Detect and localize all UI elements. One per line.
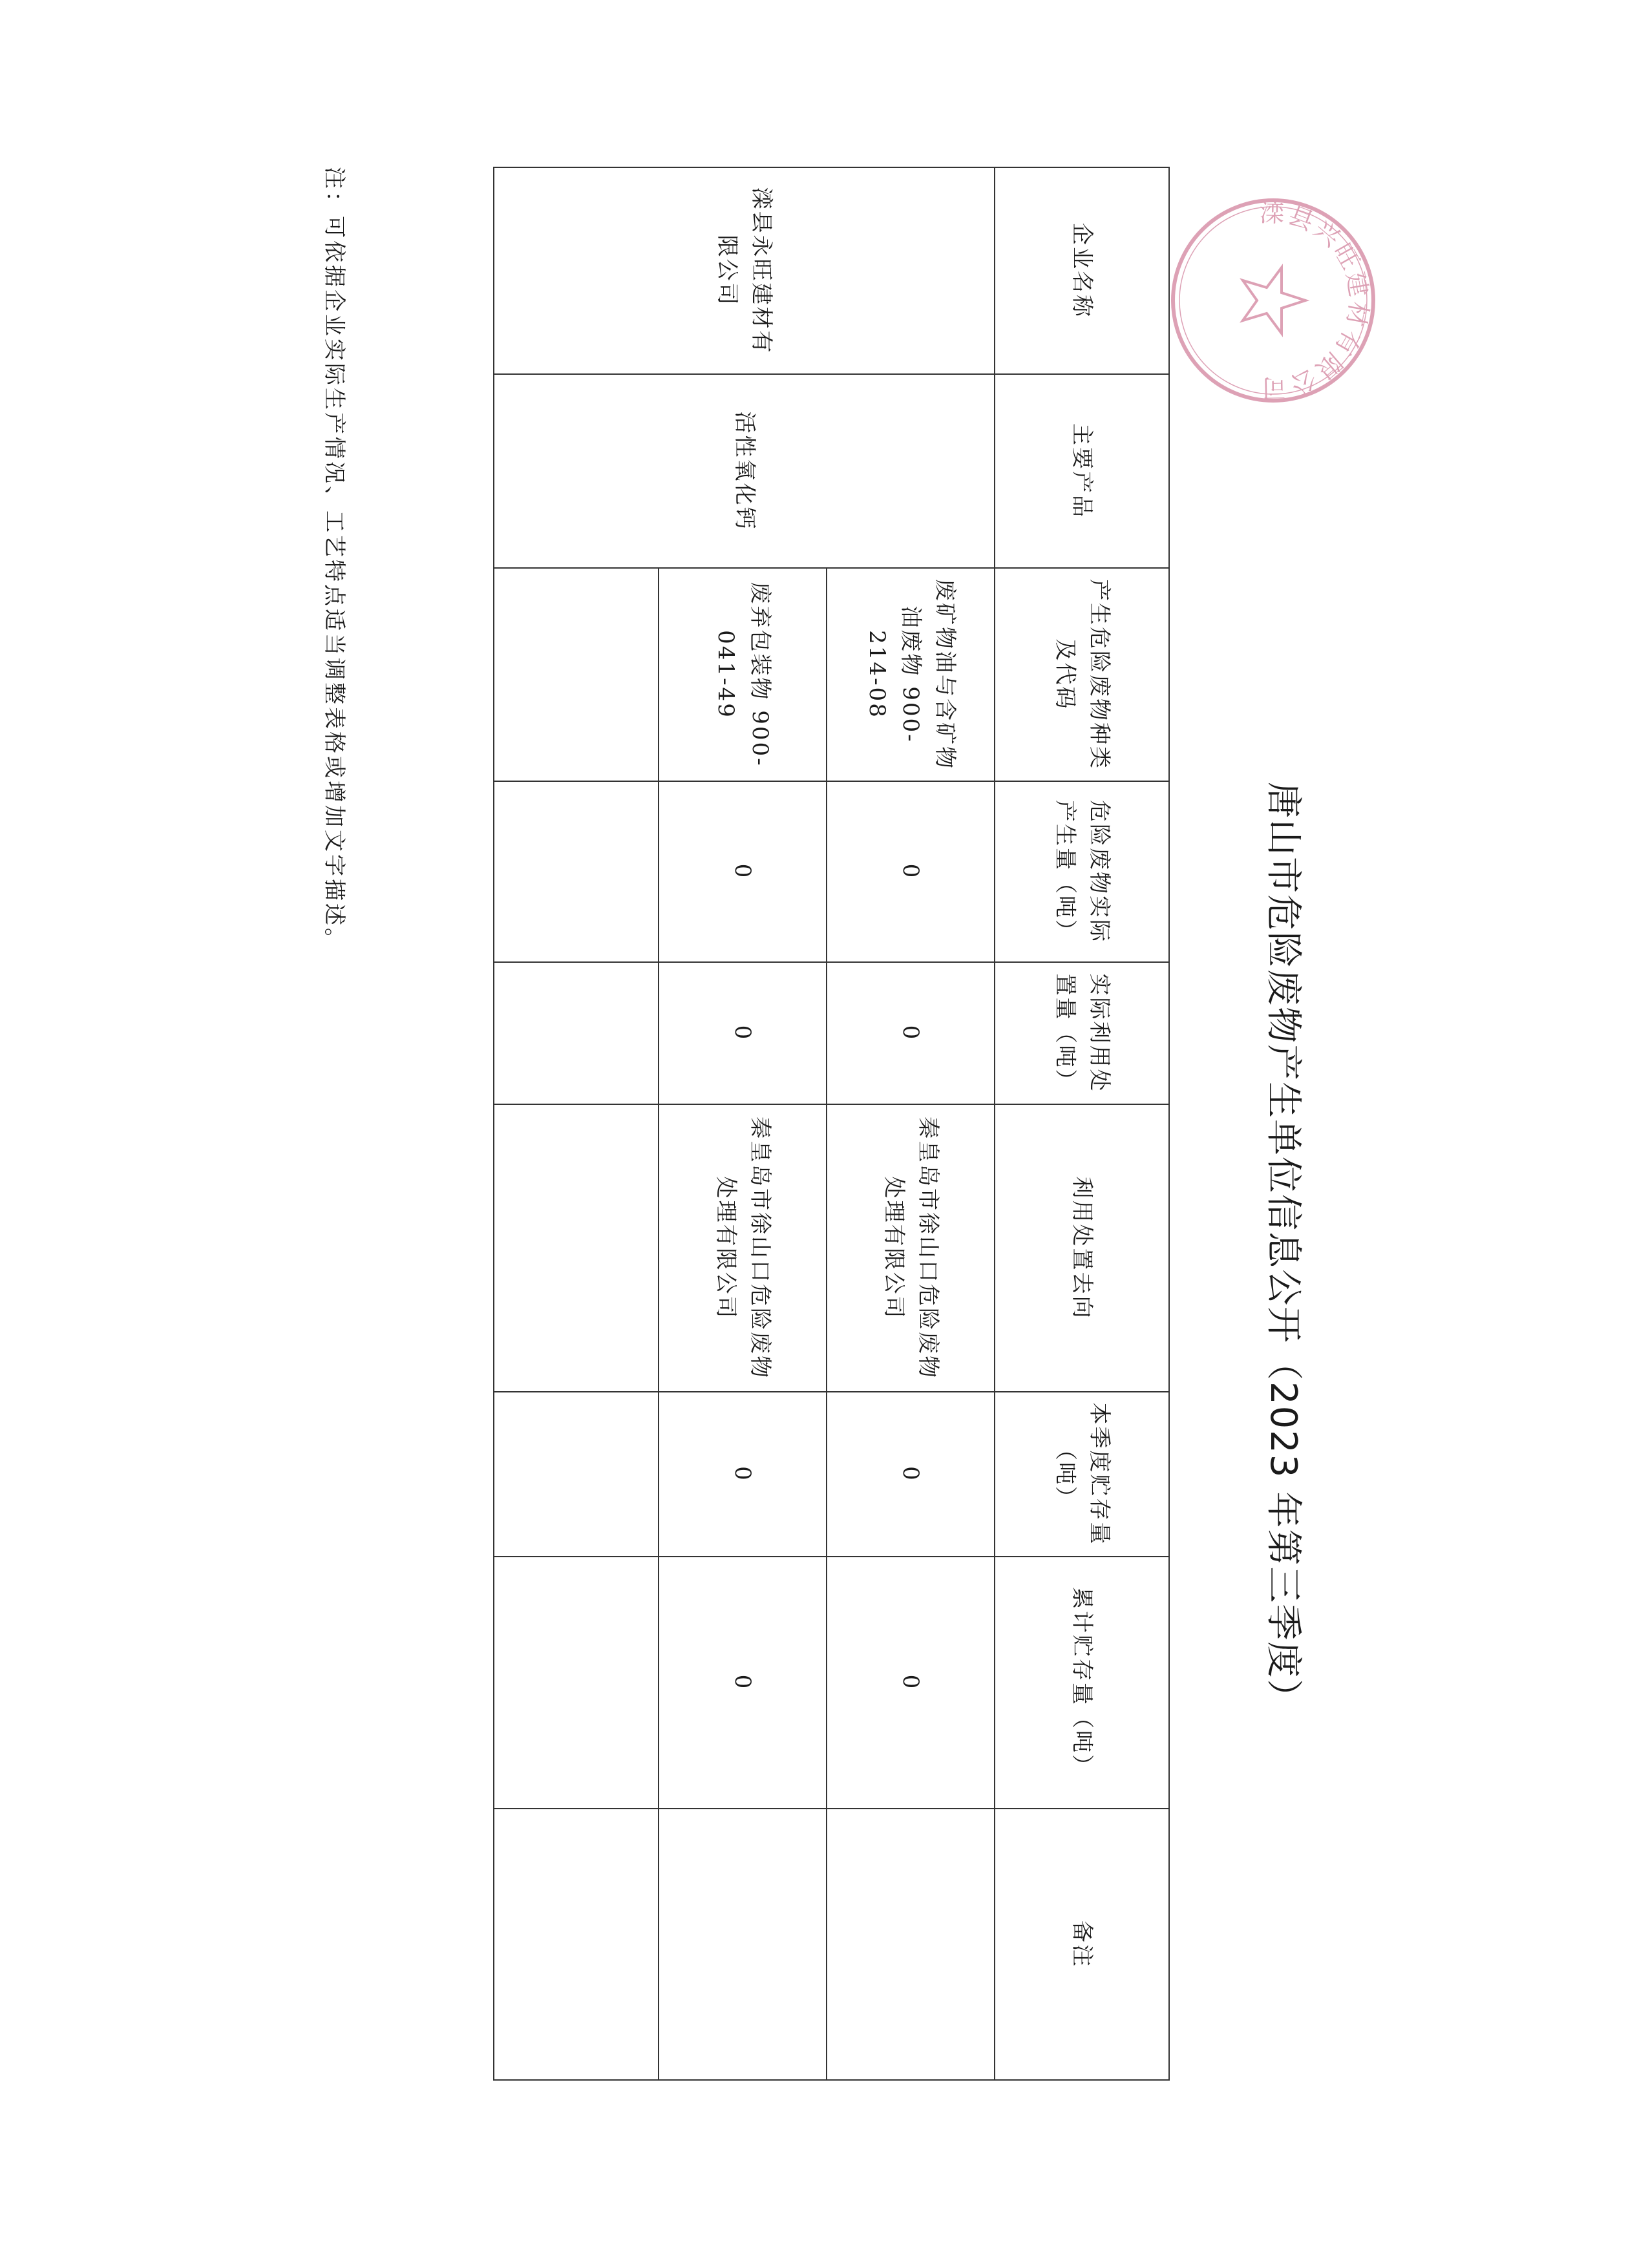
table-row <box>827 167 995 2080</box>
disposed-cell <box>494 962 659 1104</box>
remark-cell <box>827 1809 995 2080</box>
waste-type-cell <box>494 568 659 781</box>
quarter-storage-cell: 0 <box>827 1392 995 1557</box>
header-quarter-storage: 本季度贮存量（吨） <box>995 1392 1169 1557</box>
destination-cell: 秦皇岛市徐山口危险废物处理有限公司 <box>827 1104 995 1392</box>
generated-cell: 0 <box>827 781 995 962</box>
total-storage-cell: 0 <box>827 1557 995 1809</box>
company-name-cell: 滦县永旺建材有限公司 <box>494 167 995 374</box>
svg-text:滦县兴旺建材有限公司 <box>1259 199 1373 403</box>
remark-cell <box>659 1809 827 2080</box>
header-product: 主要产品 <box>995 374 1169 568</box>
destination-cell <box>494 1104 659 1392</box>
waste-info-table <box>493 167 1170 2081</box>
disposed-cell: 0 <box>659 962 827 1104</box>
table-header-row <box>995 167 1169 2080</box>
header-waste-type: 产生危险废物种类及代码 <box>995 568 1169 781</box>
document-title: 唐山市危险废物产生单位信息公开（2023 年第三季度） <box>1262 782 1304 1717</box>
generated-cell <box>494 781 659 962</box>
generated-cell: 0 <box>659 781 827 962</box>
company-seal-stamp <box>1167 194 1380 407</box>
header-generated: 危险废物实际产生量（吨） <box>995 781 1169 962</box>
header-total-storage: 累计贮存量（吨） <box>995 1557 1169 1809</box>
main-product-cell: 活性氧化钙 <box>494 374 995 568</box>
disposed-cell: 0 <box>827 962 995 1104</box>
header-destination: 利用处置去向 <box>995 1104 1169 1392</box>
total-storage-cell <box>494 1557 659 1809</box>
header-remark: 备注 <box>995 1809 1169 2080</box>
seal-text: 滦县兴旺建材有限公司 <box>1259 198 1374 403</box>
quarter-storage-cell <box>494 1392 659 1557</box>
total-storage-cell: 0 <box>659 1557 827 1809</box>
waste-type-cell: 废弃包装物 900-041-49 <box>659 568 827 781</box>
header-company: 企业名称 <box>995 167 1169 374</box>
quarter-storage-cell: 0 <box>659 1392 827 1557</box>
destination-cell: 秦皇岛市徐山口危险废物处理有限公司 <box>659 1104 827 1392</box>
remark-cell <box>494 1809 659 2080</box>
seal-star-icon <box>1243 268 1305 333</box>
footnote: 注：可依据企业实际生产情况、工艺特点适当调整表格或增加文字描述。 <box>321 167 347 952</box>
waste-type-cell: 废矿物油与含矿物油废物 900-214-08 <box>827 568 995 781</box>
header-disposed: 实际利用处置量（吨） <box>995 962 1169 1104</box>
